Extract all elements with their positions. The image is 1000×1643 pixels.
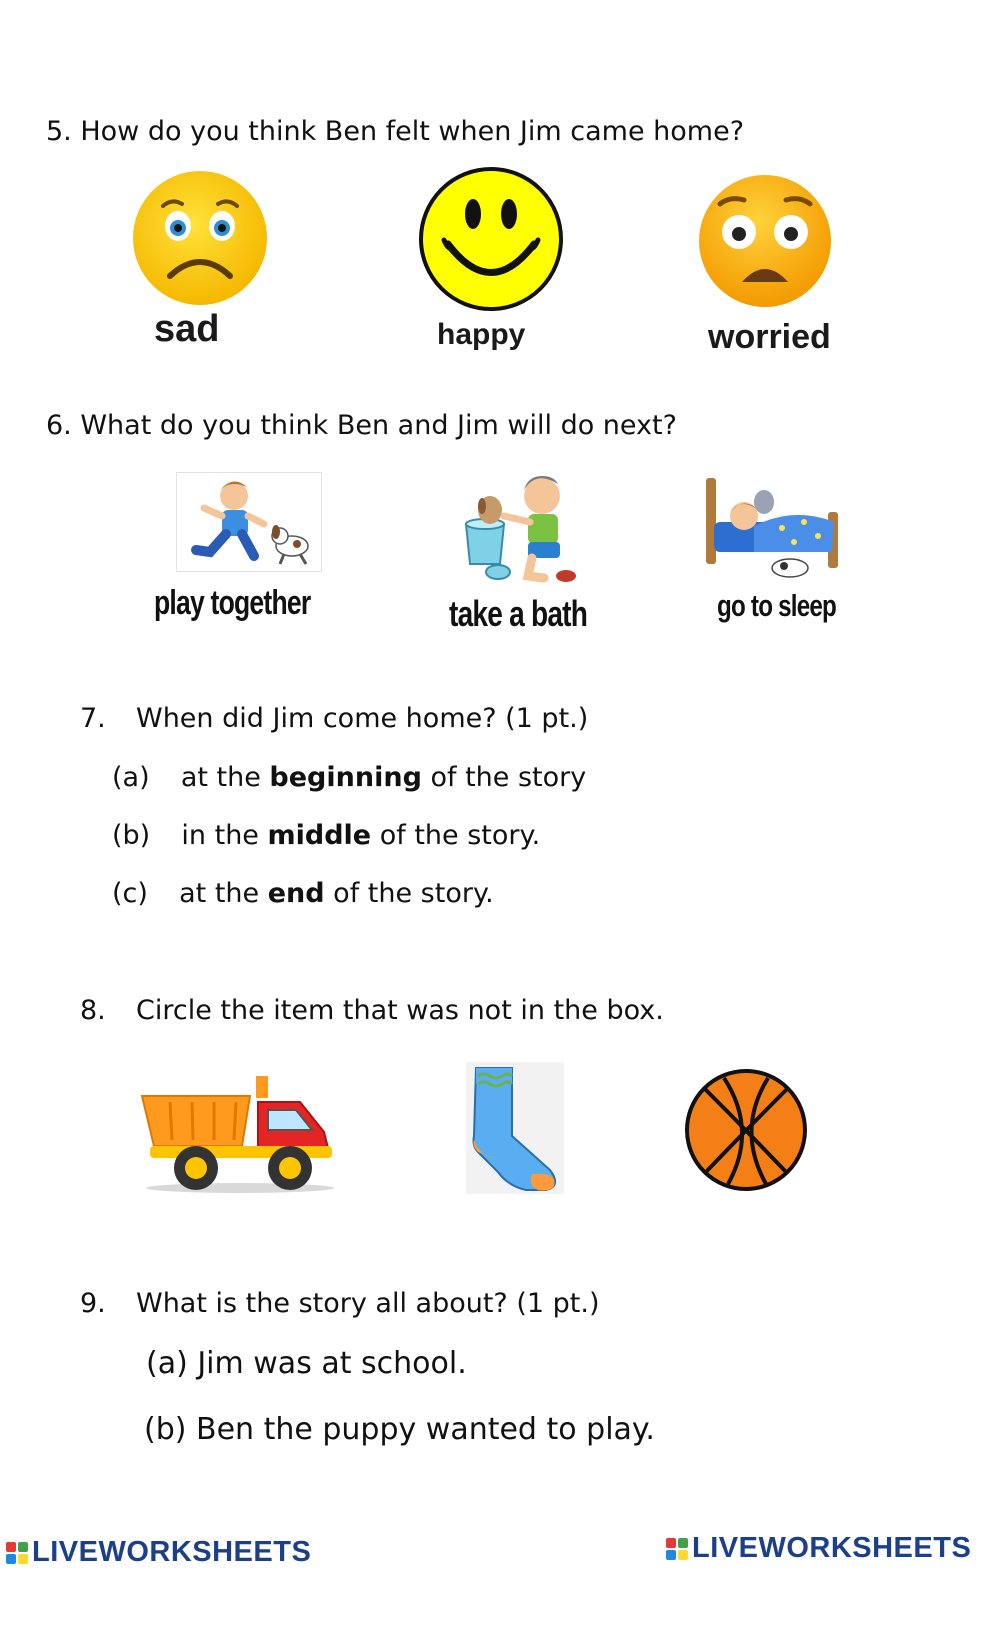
dump-truck-icon[interactable] xyxy=(140,1072,336,1196)
option-text: of the story. xyxy=(324,878,494,909)
sock-icon[interactable] xyxy=(466,1062,564,1194)
question-number: 7. xyxy=(80,703,106,734)
question-9-text: What is the story all about? (1 pt.) xyxy=(136,1288,600,1319)
logo-square xyxy=(678,1538,688,1548)
brand-name: LIVEWORKSHEETS xyxy=(32,1536,312,1568)
question-7-text: When did Jim come home? (1 pt.) xyxy=(136,703,589,734)
boy-running-with-dog-icon[interactable] xyxy=(176,472,322,572)
liveworksheets-logo-left xyxy=(6,1536,311,1569)
question-5-prompt xyxy=(46,116,744,147)
logo-square xyxy=(6,1554,16,1564)
option-keyword: middle xyxy=(267,820,372,851)
question-number: 5. xyxy=(46,116,72,147)
option-label: go to sleep xyxy=(717,588,837,623)
question-number: 9. xyxy=(80,1288,106,1319)
question-8-text: Circle the item that was not in the box. xyxy=(136,995,664,1026)
brand-name: LIVEWORKSHEETS xyxy=(692,1532,972,1564)
option-text: of the story. xyxy=(371,820,541,851)
question-text: What do you think Ben and Jim will do next? xyxy=(80,410,677,441)
option-label: worried xyxy=(708,318,831,356)
option-label: take a bath xyxy=(449,593,588,634)
liveworksheets-logo-icon xyxy=(6,1542,28,1564)
worried-face-icon[interactable] xyxy=(696,172,834,310)
logo-square xyxy=(6,1542,16,1552)
answer-option-c[interactable] xyxy=(112,878,494,909)
option-text: of the story xyxy=(421,762,587,793)
answer-option-b[interactable]: (b) Ben the puppy wanted to play. xyxy=(144,1412,655,1447)
question-6-prompt xyxy=(46,410,677,441)
answer-option-a[interactable]: (a) Jim was at school. xyxy=(146,1346,467,1381)
option-keyword: end xyxy=(267,878,325,909)
liveworksheets-logo-right xyxy=(666,1532,971,1565)
sad-face-icon[interactable] xyxy=(130,168,270,308)
option-label: play together xyxy=(154,584,311,622)
happy-face-icon[interactable] xyxy=(418,166,564,312)
question-number: 6. xyxy=(46,410,72,441)
boy-sleeping-in-bed-icon[interactable] xyxy=(704,472,840,584)
liveworksheets-logo-icon xyxy=(666,1538,688,1560)
option-text: in the xyxy=(181,820,268,851)
boy-bathing-dog-icon[interactable] xyxy=(458,468,582,586)
option-text: at the xyxy=(180,762,270,793)
option-text: at the xyxy=(179,878,268,909)
option-label: happy xyxy=(437,318,526,351)
option-letter: (c) xyxy=(112,878,148,909)
logo-square xyxy=(18,1554,28,1564)
question-text: How do you think Ben felt when Jim came home? xyxy=(80,116,745,147)
option-keyword: beginning xyxy=(269,762,422,793)
option-letter: (a) xyxy=(112,762,150,793)
option-letter: (b) xyxy=(112,820,151,851)
logo-square xyxy=(666,1550,676,1560)
logo-square xyxy=(678,1550,688,1560)
answer-option-a[interactable] xyxy=(112,762,586,793)
answer-option-b[interactable] xyxy=(112,820,540,851)
basketball-icon[interactable] xyxy=(684,1066,808,1194)
question-number: 8. xyxy=(80,995,106,1026)
logo-square xyxy=(666,1538,676,1548)
option-label: sad xyxy=(154,308,220,350)
logo-square xyxy=(18,1542,28,1552)
